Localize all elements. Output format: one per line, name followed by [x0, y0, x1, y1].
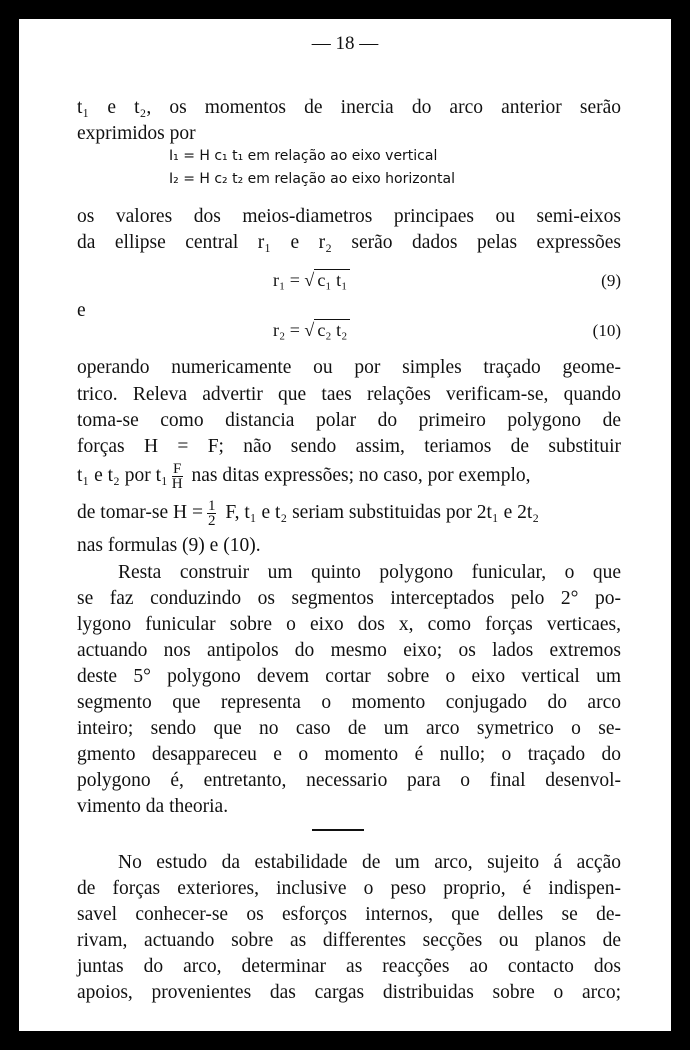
- text-line: savel conhecer-se os esforços internos, que delles se de-: [77, 904, 621, 925]
- text-line: lygono funicular sobre o eixo dos x, como forças verticaes,: [77, 614, 621, 635]
- text-line: Resta construir um quinto polygono funicular, o que: [118, 562, 621, 583]
- text-line: operando numericamente ou por simples traçado geome-: [77, 357, 621, 378]
- text-line: No estudo da estabilidade de um arco, sujeito á acção: [118, 852, 621, 873]
- section-divider: [312, 829, 364, 831]
- equation-number-10: (10): [592, 321, 621, 340]
- equation-number-9: (9): [601, 271, 621, 290]
- text-line: polygono é, entretanto, necessario para o final desenvol-: [77, 770, 621, 791]
- equation-radicand: c₁ t₁: [314, 269, 350, 290]
- text-line: os valores dos meios-diametros principaes ou semi-eixos: [77, 206, 621, 227]
- text-line: vimento da theoria.: [77, 796, 229, 817]
- page-number: — 18 —: [311, 33, 379, 54]
- document-page: [19, 19, 671, 1031]
- equation-lhs: r₂ = √: [273, 320, 315, 340]
- text-line: actuando nos antipolos do mesmo eixo; os lados extremos: [77, 640, 621, 661]
- text-line: toma-se como distancia polar do primeiro polygono de: [77, 410, 621, 431]
- text-line: rivam, actuando sobre as differentes secções ou planos de: [77, 930, 621, 951]
- formula-inertia-2: I₂ = H c₂ t₂ em relação ao eixo horizontal: [169, 171, 455, 187]
- fraction-f-over-h: $\frac{F}{H}$: [171, 461, 183, 492]
- equation-lhs: r₁ = √: [273, 270, 315, 290]
- text-line: t₁ e t₂, os momentos de inercia do arco anterior serão: [77, 97, 621, 118]
- text-line: inteiro; sendo que no caso de um arco symetrico o se-: [77, 718, 621, 739]
- text-line: forças H = F; não sendo assim, teriamos de substituir: [77, 436, 621, 457]
- text-line: apoios, provenientes das cargas distribuidas sobre o arco;: [77, 982, 621, 1003]
- formula-inertia-1: I₁ = H c₁ t₁ em relação ao eixo vertical: [169, 148, 438, 164]
- text-line: deste 5° polygono devem cortar sobre o eixo vertical um: [77, 666, 621, 687]
- text-line: da ellipse central r₁ e r₂ serão dados pelas expressões: [77, 232, 621, 253]
- text-line: se faz conduzindo os segmentos interceptados pelo 2° po-: [77, 588, 621, 609]
- text-line: trico. Releva advertir que taes relações verificam-se, quando: [77, 384, 621, 405]
- fraction-one-half: $\frac{1}{2}$: [207, 498, 216, 529]
- equation-10: [273, 320, 350, 341]
- text-line: de forças exteriores, inclusive o peso proprio, é indispen-: [77, 878, 621, 899]
- text-line: gmento desappareceu e o momento é nullo; o traçado do: [77, 744, 621, 765]
- text-line: juntas do arco, determinar as reacções ao contacto dos: [77, 956, 621, 977]
- text-line: segmento que representa o momento conjugado do arco: [77, 692, 621, 713]
- text-line-fraction: t₁ e t₂ por t₁ $\frac{F}{H}$ nas ditas expressões; no caso, por exemplo,: [77, 461, 531, 492]
- equation-9: [273, 270, 350, 291]
- text-line: e: [77, 300, 86, 321]
- equation-radicand: c₂ t₂: [314, 319, 350, 340]
- text-line: nas formulas (9) e (10).: [77, 535, 261, 556]
- text-line: exprimidos por: [77, 123, 196, 144]
- text-line-fraction: de tomar-se H = $\frac{1}{2}$ F, t₁ e t₂ seriam substituidas por 2t₁ e 2t₂: [77, 498, 540, 529]
